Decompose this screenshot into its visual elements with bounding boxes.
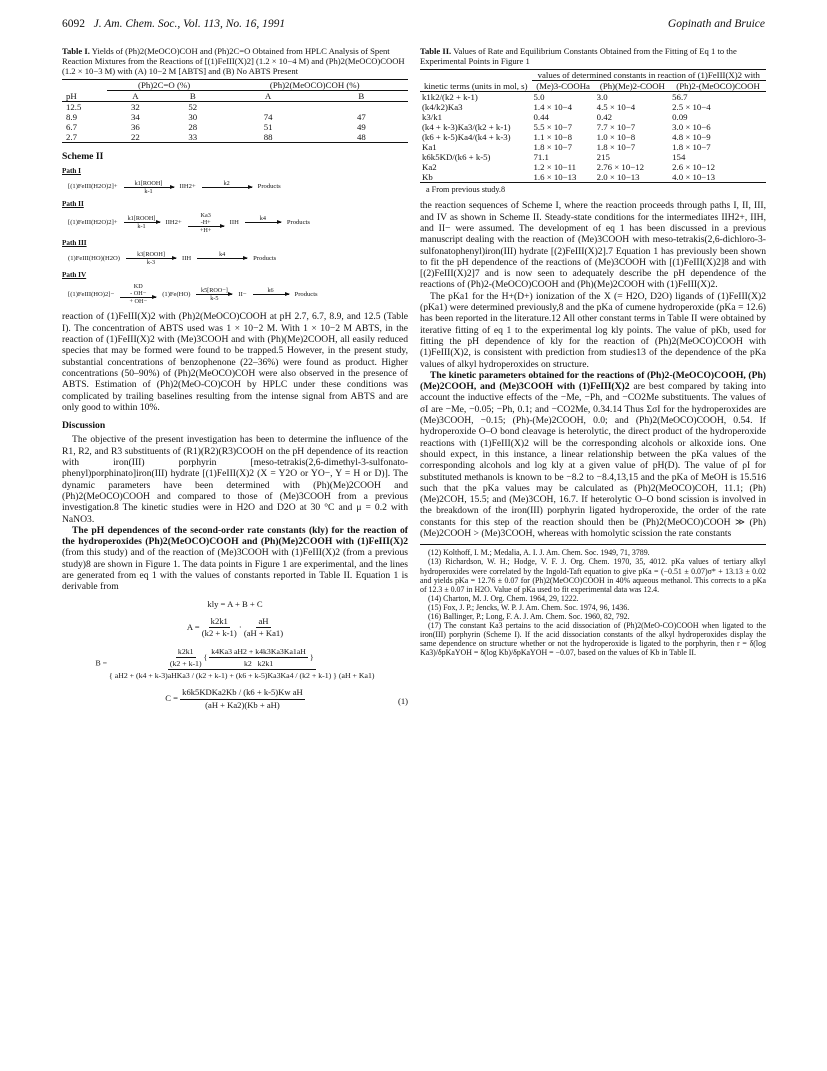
table2-span-header: values of determined constants in reaction of (1)FeIII(X)2 with xyxy=(532,70,767,81)
table2-caption: Table II. Values of Rate and Equilibrium Constants Obtained from the Fitting of Eq 1 to the Experimental Points in Figure 1 xyxy=(420,46,737,66)
equation-number: (1) xyxy=(397,695,408,706)
scheme-title: Scheme II xyxy=(62,151,104,162)
equilibrium-arrow: Ka3 -H+ +H+ xyxy=(188,212,224,234)
references xyxy=(420,544,766,657)
body-paragraph: The pH dependences of the second-order rate constants (kly) for the reaction of the hydroperoxides (Ph)2(MeOCO)COOH and (Ph)(Me)2COOH with (1)FeIII(X)2 (from this study) and of the reaction of (Me)3COOH with (1)FeIII(X)2 (from a previous study)8 are shown in Figure 1. The data points in Figure 1 are experimental, and the lines are generated from eq 1 with the values of constants reported in Table II. Equation 1 is derivable from xyxy=(62,524,408,593)
table1-col-header: B xyxy=(358,91,365,101)
table-row: Kb 1.6 × 10−13 2.0 × 10−13 4.0 × 10−13 xyxy=(420,172,766,183)
equation-1: kly = A + B + C A = $\frac{k2k1}{(k2 + k-1)}$ · $\frac{aH}{(aH + Ka1)}$ B = $\frac{k2k1}{(k2 + k-1)}$ { $\frac{k4Ka3 aH2 + k4k3Ka3Ka1aH}{k2 k2k1}$ } { aH2 + (k4 + k-3)aHKa3 / (k2 + k-1) + (k6 + k-5)Ka3Ka4 / (k2 + k-1) } (aH + Ka1) C = $\frac{\text{k6k5KDKa2Kb / (k6 + k-5)Kw aH}}{(aH + Ka2)(Kb + aH)}$ (1) xyxy=(95,598,408,710)
table-row: 8.9 34 30 74 47 xyxy=(66,112,366,122)
path-label: Path III xyxy=(62,238,87,247)
table-row: Ka1 1.8 × 10−7 1.8 × 10−7 1.8 × 10−7 xyxy=(422,142,711,152)
table-row: (k4/k2)Ka3 1.4 × 10−4 4.5 × 10−4 2.5 × 10−4 xyxy=(422,102,711,112)
table1-col-header: A xyxy=(132,91,139,101)
table1-col-header: A xyxy=(264,91,272,101)
equilibrium-arrow: k5[ROO−] k-5 xyxy=(196,287,232,302)
page-number: 6092 xyxy=(62,18,85,30)
table2-col-header: (Ph)(Me)2-COOH xyxy=(599,81,665,91)
table-row: Ka2 1.2 × 10−11 2.76 × 10−12 2.6 × 10−12 xyxy=(422,162,716,172)
reaction-arrow: k4 xyxy=(245,215,281,230)
table2-col-header: (Ph)2-(MeOCO)COOH xyxy=(676,81,760,91)
equilibrium-arrow: KD - OH− + OH− xyxy=(120,283,156,305)
reference-item: (13) Richardson, W. H.; Hodge, V. F. J. Org. Chem. 1970, 35, 4012. pKa values of tertiary alkyl hydroperoxides were correlated by the Ingold-Taft equation to give pKa = (−0.51 ± 0.07)σ* + 13.13 ± 0.02 and yields pKa = 12.76 ± 0.07 for (Ph)2(MeOCO)COOH in 40% aqueous methanol. This corrects to a pKa of 12.3 ± 0.07 in H2O. Value of pKa used to fit experimental data was 12.4. xyxy=(420,557,766,594)
equilibrium-arrow: k1[ROOH] k-1 xyxy=(124,180,174,195)
scheme-diagram xyxy=(62,166,408,305)
reference-item: (16) Ballinger, P.; Long, F. A. J. Am. Chem. Soc. 1960, 82, 792. xyxy=(428,611,630,621)
equilibrium-arrow: k3[ROOH] k-3 xyxy=(126,251,176,266)
reaction-path-1: [(1)FeIII(H2O)2]+ k1[ROOH] k-1 IIH2+ k2 Products xyxy=(68,179,281,195)
table2-col-header: (Me)3-COOHa xyxy=(536,81,590,91)
body-paragraph: the reaction sequences of Scheme I, where the reaction proceeds through paths I, II, III, and IV as shown in Scheme II. Steady-state conditions for the intermediates IIH2+, IIH, and II− were assumed. The development of eq 1 has been discussed in a previous manuscript dealing with the reaction of (Me)3COOH with meso-tetrakis(2,6-dichloro-3-sulfonatophenyl)iron(III) hydrate [(2)FeIII(X)2].7 Equation 1 has previously been shown to fit the pH dependence of the reactions of (Me)3COOH with [(1)FeIII(X)2]8 and with [(2)FeIII(X)2]7 and is now seen to adequately describe the pH dependence of the reactions of (Ph)2-(MeOCO)COOH and (Ph)(Me)2COOH with (1)FeIII(X)2. xyxy=(420,200,766,291)
table-row: (k6 + k-5)Ka4/(k4 + k-3) 1.1 × 10−8 1.0 × 10−8 4.8 × 10−9 xyxy=(422,132,711,142)
table-row: 12.5 32 52 xyxy=(66,102,198,112)
table2-footnote: a From previous study.8 xyxy=(426,185,506,194)
table1-group-header: (Ph)2C=O (%) xyxy=(107,80,222,91)
body-paragraph: The kinetic parameters obtained for the reactions of (Ph)2-(MeOCO)COOH, (Ph)(Me)2COOH, and (Me)3COOH with (1)FeIII(X)2 are best compared by taking into account the inductive effects of the −Me, −Ph, and −CO2Me substituents. The values of σI are −Me, −0.05; −Ph, 0.1; and −CO2Me, 0.34.14 Thus ΣσI for the hydroperoxides are (Me)3COOH, −0.15; (Ph)-(Me)2COOH, 0.0; and (Ph)2(MeOCO)COOH, 0.54. If hydroperoxide O–O bond cleavage is heterolytic, the direct product of the hydroperoxide reactions with (1)FeIII(X)2 will be the corresponding alcohols or alkoxide ions. One should expect, in this instance, a linear relationship between the pKa values of the corresponding alcohols and log kly at a given value of pH(D). The value of ρI for substituted methanols is known to be −8.2 to −8.4,13,15 and the pKa of MeOH is 15.516 such that the pKa values may be calculated as (Ph)2(MeOCO)COH, 11.1; (Ph)(Me)2COH, 15.5; and (Me)3COH, 16.7. If heterolytic O–O bond scission is involved in the breakdown of the iron(III) porphyrin ligated hydroperoxide, the order of the rate constants for this step of the reaction should then be (Ph)2(MeOCO)COOH ≫ (Ph)(Me)2COOH > (Me)3COOH, whereas with homolytic scission the rate constants xyxy=(420,369,766,540)
table2 xyxy=(420,69,766,183)
reaction-arrow: k6 xyxy=(253,287,289,302)
table-row: 2.7 22 33 88 48 xyxy=(62,132,408,143)
reference-item: (12) Kolthoff, I. M.; Medalia, A. I. J. Am. Chem. Soc. 1949, 71, 3789. xyxy=(428,548,650,558)
body-paragraph: The pKa1 for the H+(D+) ionization of the X (= H2O, D2O) ligands of (1)FeIII(X)2 (pKa1) were determined previously,8 and the pKa of cumene hydroperoxide (pKa = 12.6) has been reported in the literature.12 All other constant terms in Table II were obtained by iterative fitting of eq 1 to the experimental log kly points. The value of pKb, used for fitting the pH dependence of kly for the reaction of (Ph)2(MeOCO)COOH with (1)FeIII(X)2, is consistent with prediction from studies13 of the dependence of the pKa values of alkyl hydroperoxides on structure. xyxy=(420,290,766,370)
section-heading: Discussion xyxy=(62,420,106,432)
table1-col-header: B xyxy=(189,91,196,101)
body-paragraph: reaction of (1)FeIII(X)2 with (Ph)2(MeOCO)COOH at pH 2.7, 6.7, 8.9, and 12.5 (Table I). The concentration of ABTS used was 1 × 10−2 M. With 1 × 10−2 M ABTS, in the reaction of (1)FeIII(X)2 with (Me)3COOH and with (Ph)(Me)2COOH, all easily reduced species that may be formed were found to be trapped.5 However, in the present study, substantial concentrations of benzophenone (22–36%) were found as product. Higher concentrations (50–90%) of (Ph)2(MeOCO)COH were also observed in the presence of ABTS. Estimation of (Ph)2(MeO-CO)COH by HPLC under these conditions was complicated by trailing baselines resulting from the intense signal from ABTS and are only good to within 10%. xyxy=(62,311,408,413)
running-header xyxy=(62,18,765,34)
table1-group-header: (Ph)2(MeOCO)COH (%) xyxy=(221,80,408,91)
table1-col-header: pH xyxy=(66,90,77,101)
path-label: Path II xyxy=(62,199,84,208)
path-label: Path I xyxy=(62,167,81,176)
path-label: Path IV xyxy=(62,271,87,280)
journal-name: J. Am. Chem. Soc., xyxy=(93,18,181,30)
reference-item: (15) Fox, J. P.; Jencks, W. P. J. Am. Chem. Soc. 1974, 96, 1436. xyxy=(428,602,630,612)
body-paragraph: The objective of the present investigation has been to determine the influence of the R1, R2, and R3 substituents of (R1)(R2)(R3)COOH on the pH dependence of its reaction with iron(III) porphyrin [meso-tetrakis(2,6-dimethyl-3-sulfonato-phenyl)porphinato]iron(III) hydrate [(1)FeIII(X)2 (X = Y2O or YO−, Y = H or D)]. The dynamic parameters have been determined with (Ph)(Me)2COOH and (Ph)2(MeOCO)COOH and compared to those of (Me)3COOH from a previous investigation.8 The kinetic studies were in H2O and D2O at 30 °C and μ = 0.2 with NaNO3. xyxy=(62,434,408,525)
right-column xyxy=(420,46,766,657)
table2-col-header: kinetic terms (units in mol, s) xyxy=(423,80,528,91)
table-row: (k4 + k-3)Ka3/(k2 + k-1) 5.5 × 10−7 7.7 × 10−7 3.0 × 10−6 xyxy=(422,122,711,132)
reference-item: (17) The constant Ka3 pertains to the acid dissociation of (Ph)2(MeO-CO)COOH when ligated to the iron(III) porphyrin (Scheme I). If the acid dissociation constants of the alkyl hydroperoxides display the same dependence on structure whether or not the hydroperoxide is ligated to the porphyrin, then r = δ(log Ka3)/δpKaYOH = δ(log Kb)/δpKaYOH = −0.07, based on the values of Kb in Table II. xyxy=(420,621,766,658)
volume-info: Vol. 113, No. 16, 1991 xyxy=(183,18,286,30)
equilibrium-arrow: k1[ROOH] k-1 xyxy=(124,215,160,230)
table-row: k6k5KD/(k6 + k-5) 71.1 215 154 xyxy=(422,152,686,162)
reaction-path-2: [(1)FeIII(H2O)2]+ k1[ROOH] k-1 IIH2+ Ka3 -H+ +H+ IIH k4 Products xyxy=(68,211,310,234)
reaction-path-4: [(1)FeIII(HO)2]− KD - OH− + OH− (1)Fe(HO) k5[ROO−] k-5 II− k6 Products xyxy=(68,283,318,306)
table1-caption: Table I. Yields of (Ph)2(MeOCO)COH and (Ph)2C=O Obtained from HPLC Analysis of Spent Reaction Mixtures from the Reactions of [(1)FeIII(X)2] (1.2 × 10−4 M) and (Ph)2(MeOCO)COOH (1.2 × 10−3 M) with (A) 10−2 M [ABTS] and (B) No ABTS Present xyxy=(62,46,405,76)
reference-item: (14) Charton, M. J. Org. Chem. 1964, 29, 1222. xyxy=(428,593,579,603)
table-row: 6.7 36 28 51 49 xyxy=(66,122,366,132)
authors: Gopinath and Bruice xyxy=(667,18,765,30)
table1 xyxy=(62,79,408,143)
left-column xyxy=(62,46,408,717)
table-row: k3/k1 0.44 0.42 0.09 xyxy=(422,112,688,122)
table-row: k1k2/(k2 + k-1) 5.0 3.0 56.7 xyxy=(422,92,688,102)
reaction-arrow: k4 xyxy=(197,251,247,266)
reaction-arrow: k2 xyxy=(202,180,252,195)
reaction-path-3: (1)FeIII(HO)(H2O) k3[ROOH] k-3 IIH k4 Products xyxy=(68,251,277,267)
